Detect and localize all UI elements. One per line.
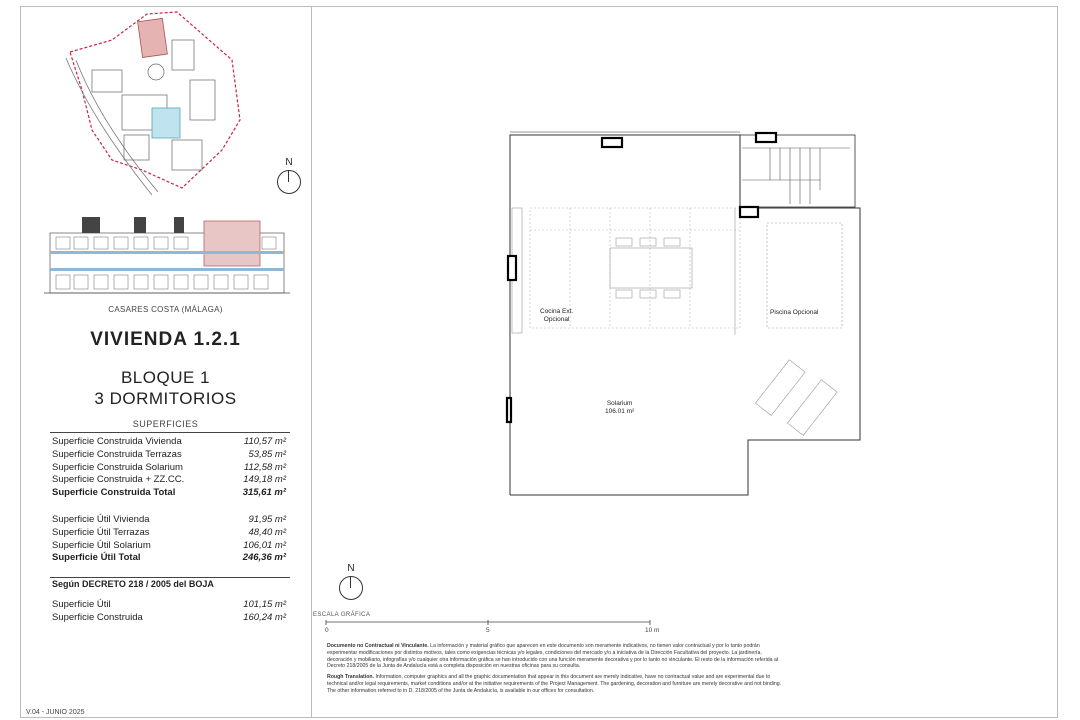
unit-subtitle [20,367,311,409]
north-label: N [347,563,355,574]
useful-surfaces-table [52,514,286,565]
graphic-scale-bar [320,618,660,638]
disclaimer-spanish-title: Documento no Contractual ni Vinculante. [327,643,429,649]
disclaimer-english-title: Rough Translation. [327,674,374,681]
plan-north-arrow [336,563,366,603]
building-elevation-drawing [44,213,290,298]
surface-value: 160,24 m² [243,611,286,623]
surface-value: 101,15 m² [243,599,286,610]
kitchen-label-line2: Opcional [543,316,570,323]
surface-value: 48,40 m² [248,526,286,538]
scale-tick-5: 5 [486,627,490,634]
surface-row [52,474,286,487]
project-location: CASARES COSTA (MÁLAGA) [108,305,223,314]
built-surfaces-table [52,436,286,500]
surface-label: Superficie Construida [52,611,143,623]
disclaimer-english-text: Information, computer graphics and all the graphic documentation that appear in this document are merely indicative, have no contractual value and are experimental due to technical and/or legal requirements, market conditions and/or at the initiative requirements of the Project Management. The gardening, decoration and furniture are merely decorative and not binding. The other information referred to in D. 218/2005 of the Junta de Andalucía, is available in our offices for consultation. [327,674,782,694]
surface-label: Superficie Útil [52,599,111,610]
surface-label: Superficie Construida Terrazas [52,448,182,460]
surface-label: Superficie Útil Terrazas [52,526,150,538]
north-label: N [285,157,293,168]
solarium-area: 106.01 m² [605,408,635,415]
legal-disclaimer [327,643,787,699]
solarium-label [605,400,634,416]
solarium-label-line1: Solarium [606,400,633,407]
disclaimer-english [327,674,787,694]
scale-tick-10: 10 m [645,627,660,634]
surface-row [52,462,286,475]
surface-label: Superficie Útil Vivienda [52,514,150,525]
surface-row [52,527,286,540]
compass-icon [339,576,363,600]
pool-label: Piscina Opcional [770,309,819,316]
surface-row [52,540,286,553]
version-label: V.04 - JUNIO 2025 [26,709,85,716]
surface-label: Superficie Construida Total [52,487,176,499]
site-north-arrow [274,157,304,193]
kitchen-label [540,308,573,324]
surface-label: Superficie Construida + ZZ.CC. [52,474,185,486]
surface-label: Superficie Construida Vivienda [52,436,182,447]
surface-row [52,599,286,612]
surface-value: 91,95 m² [248,514,286,525]
surface-value: 53,85 m² [248,448,286,460]
surface-row [52,449,286,462]
decreto-surfaces-table [52,599,286,625]
site-plan-drawing [52,10,252,200]
surface-value: 246,36 m² [242,552,286,564]
surface-row [52,514,286,527]
surface-label: Superficie Útil Total [52,552,141,564]
surfaces-rule [50,432,290,433]
surface-value: 149,18 m² [243,474,286,486]
decreto-rule [50,577,290,578]
block-label: BLOQUE 1 [120,368,211,387]
disclaimer-spanish [327,643,787,670]
surface-total-row [52,552,286,565]
surface-label: Superficie Útil Solarium [52,539,151,551]
surface-value: 315,61 m² [242,487,286,499]
scale-label: ESCALA GRÁFICA [313,612,371,618]
surface-label: Superficie Construida Solarium [52,461,183,473]
decreto-heading: Según DECRETO 218 / 2005 del BOJA [52,579,214,589]
kitchen-label-line1: Cocina Ext. [540,308,574,315]
compass-icon [277,170,301,194]
surface-value: 110,57 m² [243,436,286,447]
disclaimer-spanish-text: La información y material gráfico que aparecen en este documento son meramente indicativos, no tienen valor contractual y por lo tanto podrán experimentar modificaciones por distintos motivos, tales como exigencias técnicas y/o legales, condiciones del mercado y/o a iniciativa de la Dirección Facultativa del proyecto. La jardinería, decoración y mobiliario, infografías y/o cualquier otra información gráfica se han introducido con una función meramente decorativa y por lo tanto no vinculante. El resto de la información referida al Decreto 218/2005 de la Junta de Andalucía está a completa disposición en nuestras oficinas para su consulta. [327,643,778,670]
bedrooms-label: 3 DORMITORIOS [94,389,237,408]
surface-value: 106,01 m² [243,539,286,551]
surface-value: 112,58 m² [243,461,286,473]
surface-total-row [52,487,286,500]
scale-tick-0: 0 [325,627,329,634]
unit-title: VIVIENDA 1.2.1 [90,329,241,350]
surface-row [52,436,286,449]
surfaces-heading: SUPERFICIES [132,419,199,429]
panel-divider [311,6,312,718]
surface-row [52,612,286,625]
